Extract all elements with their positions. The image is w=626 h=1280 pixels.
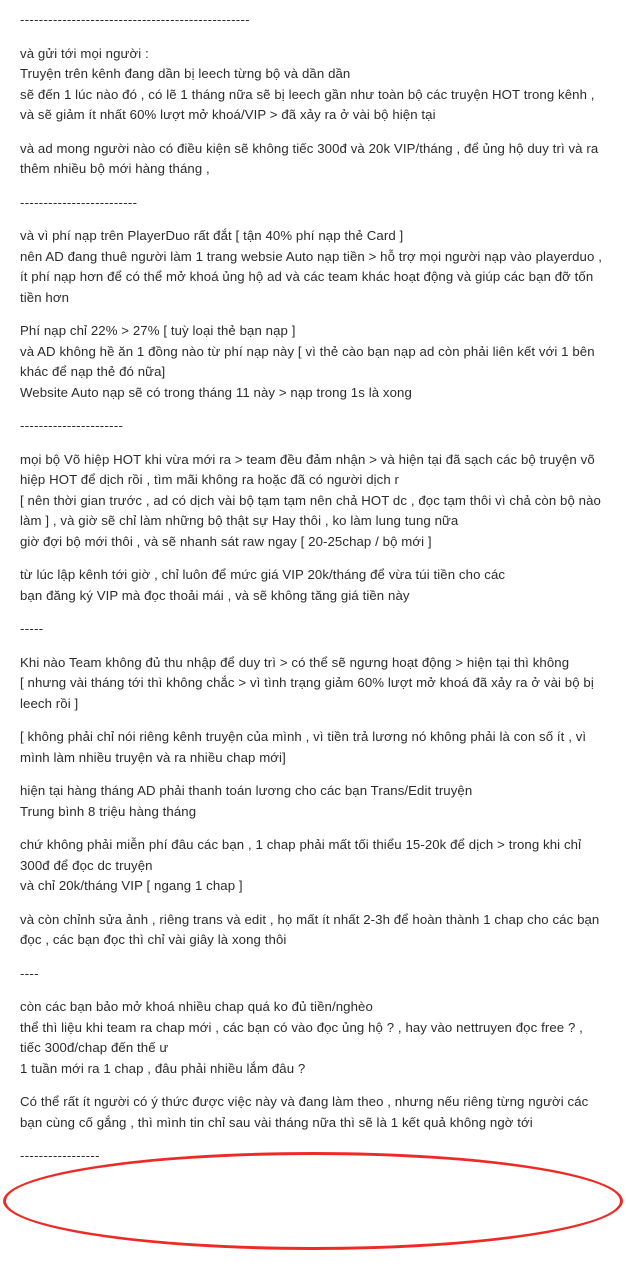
paragraph-line: bạn đăng ký VIP mà đọc thoải mái , và sẽ không tăng giá tiền này	[20, 587, 410, 603]
paragraph-line: và còn chỉnh sửa ảnh , riêng trans và edit , họ mất ít nhất 2-3h để hoàn thành 1 chap cho các bạn	[20, 911, 600, 927]
text-separator: ----	[20, 965, 39, 981]
paragraph-line: chứ không phải miễn phí đâu các bạn , 1 chap phải mất tối thiểu 15-20k để dịch > trong khi chỉ	[20, 837, 582, 852]
paragraph-line: giờ đợi bộ mới thôi , và sẽ nhanh sát raw ngay [ 20-25chap / bộ mới ]	[20, 533, 432, 549]
text-separator: -----------------	[20, 1148, 100, 1163]
paragraph-block	[20, 653, 612, 715]
paragraph-line: và ad mong người nào có điều kiện sẽ không tiếc 300đ và 20k VIP/tháng , để ủng hộ duy trì và ra	[20, 140, 599, 156]
paragraph-line: nên AD đang thuê người làm 1 trang websie Auto nạp tiền > hỗ trợ mọi người nạp vào playerduo ,	[20, 248, 602, 264]
paragraph-line: Có thể rất ít người có ý thức được việc này và đang làm theo , nhưng nếu riêng từng người các	[20, 1094, 589, 1109]
paragraph-line: thể thì liệu khi team ra chap mới , các bạn có vào đọc ủng hộ ? , hay vào nettruyen đọc free ? ,	[20, 1019, 583, 1035]
paragraph-line: bạn cùng cố gắng , thì mình tin chỉ sau vài tháng nữa thì sẽ là 1 kết quả không ngờ tới	[20, 1114, 533, 1130]
text-separator: -------------------------------------------------	[20, 12, 250, 27]
highlighted-paragraph-block	[20, 1092, 612, 1133]
paragraph-line: [ nên thời gian trước , ad có dịch vài bộ tạm tạm nên chả HOT dc , đọc tạm thôi vì chả còn bộ nào	[20, 492, 601, 508]
paragraph-line: hiệp HOT để dịch rồi , tìm mãi không ra hoặc đã có người dịch r	[20, 472, 400, 487]
paragraph-block	[20, 781, 612, 822]
paragraph-block	[20, 997, 612, 1079]
paragraph-line: và vì phí nạp trên PlayerDuo rất đắt [ tận 40% phí nạp thẻ Card ]	[20, 228, 404, 243]
paragraph-line: hiện tại hàng tháng AD phải thanh toán lương cho các bạn Trans/Edit truyện	[20, 783, 473, 798]
paragraph-block	[20, 321, 612, 403]
paragraph-block	[20, 835, 612, 897]
paragraph-line: tiếc 300đ/chap đến thế ư	[20, 1040, 169, 1055]
paragraph-line: và gửi tới mọi người :	[20, 45, 149, 61]
paragraph-line: Khi nào Team không đủ thu nhập để duy trì > có thể sẽ ngưng hoạt động > hiện tại thì không	[20, 654, 570, 670]
paragraph-block	[20, 44, 612, 126]
paragraph-line: đọc , các bạn đọc thì chỉ vài giây là xong thôi	[20, 932, 287, 947]
paragraph-line: còn các bạn bảo mở khoá nhiều chap quá ko đủ tiền/nghèo	[20, 999, 373, 1014]
paragraph-line: làm ] , và giờ sẽ chỉ làm những bộ thật sự Hay thôi , ko làm lung tung nữa	[20, 513, 459, 528]
paragraph-block	[20, 565, 612, 606]
paragraph-line: từ lúc lập kênh tới giờ , chỉ luôn để mức giá VIP 20k/tháng để vừa túi tiền cho các	[20, 567, 506, 582]
paragraph-block	[20, 727, 612, 768]
text-separator: -------------------------	[20, 194, 138, 210]
paragraph-line: Website Auto nạp sẽ có trong tháng 11 này > nạp trong 1s là xong	[20, 384, 412, 400]
paragraph-line: leech rồi ]	[20, 695, 79, 711]
red-ellipse-annotation	[3, 1152, 623, 1250]
text-separator: ----------------------	[20, 418, 124, 433]
paragraph-block	[20, 139, 612, 180]
paragraph-line: tiền hơn	[20, 289, 70, 305]
paragraph-line: ít phí nạp hơn để có thể mở khoá ủng hộ ad và các team khác hoạt động và giúp các bạn đỡ tốn	[20, 269, 594, 284]
paragraph-line: sẽ đến 1 lúc nào đó , có lẽ 1 tháng nữa sẽ bị leech gần như toàn bộ các truyện HOT trong kênh ,	[20, 86, 595, 102]
paragraph-block	[20, 910, 612, 951]
paragraph-block	[20, 450, 612, 553]
paragraph-line: mọi bộ Võ hiệp HOT khi vừa mới ra > team đều đảm nhận > và hiện tại đã sạch các bộ truyện võ	[20, 451, 595, 467]
paragraph-line: mình làm nhiều truyện và ra nhiều chap mới]	[20, 749, 286, 765]
paragraph-line: Phí nạp chỉ 22% > 27% [ tuỳ loại thẻ bạn nạp ]	[20, 323, 296, 338]
paragraph-line: 1 tuần mới ra 1 chap , đâu phải nhiều lắm đâu ?	[20, 1060, 306, 1076]
paragraph-line: Truyện trên kênh đang dần bị leech từng bộ và dần dần	[20, 66, 351, 81]
paragraph-line: [ không phải chỉ nói riêng kênh truyện của mình , vì tiền trả lương nó không phải là con số ít , vì	[20, 729, 587, 744]
paragraph-line: Trung bình 8 triệu hàng tháng	[20, 803, 197, 819]
paragraph-line: khác để nạp thẻ đó nữa]	[20, 364, 166, 379]
paragraph-line: và chỉ 20k/tháng VIP [ ngang 1 chap ]	[20, 878, 243, 893]
text-separator: -----	[20, 621, 44, 636]
paragraph-line: và AD không hề ăn 1 đồng nào từ phí nạp này [ vì thẻ cào bạn nạp ad còn phải liên kết với 1 bên	[20, 343, 595, 359]
paragraph-line: thêm nhiều bộ mới hàng tháng ,	[20, 161, 210, 176]
paragraph-line: 300đ để đọc dc truyện	[20, 857, 153, 873]
paragraph-block	[20, 226, 612, 308]
paragraph-line: [ nhưng vài tháng tới thì không chắc > vì tình trạng giảm 60% lượt mở khoá đã xảy ra ở vài bộ bị	[20, 675, 594, 690]
paragraph-line: và sẽ giảm ít nhất 60% lượt mở khoá/VIP > đã xảy ra ở vài bộ hiện tại	[20, 107, 436, 122]
